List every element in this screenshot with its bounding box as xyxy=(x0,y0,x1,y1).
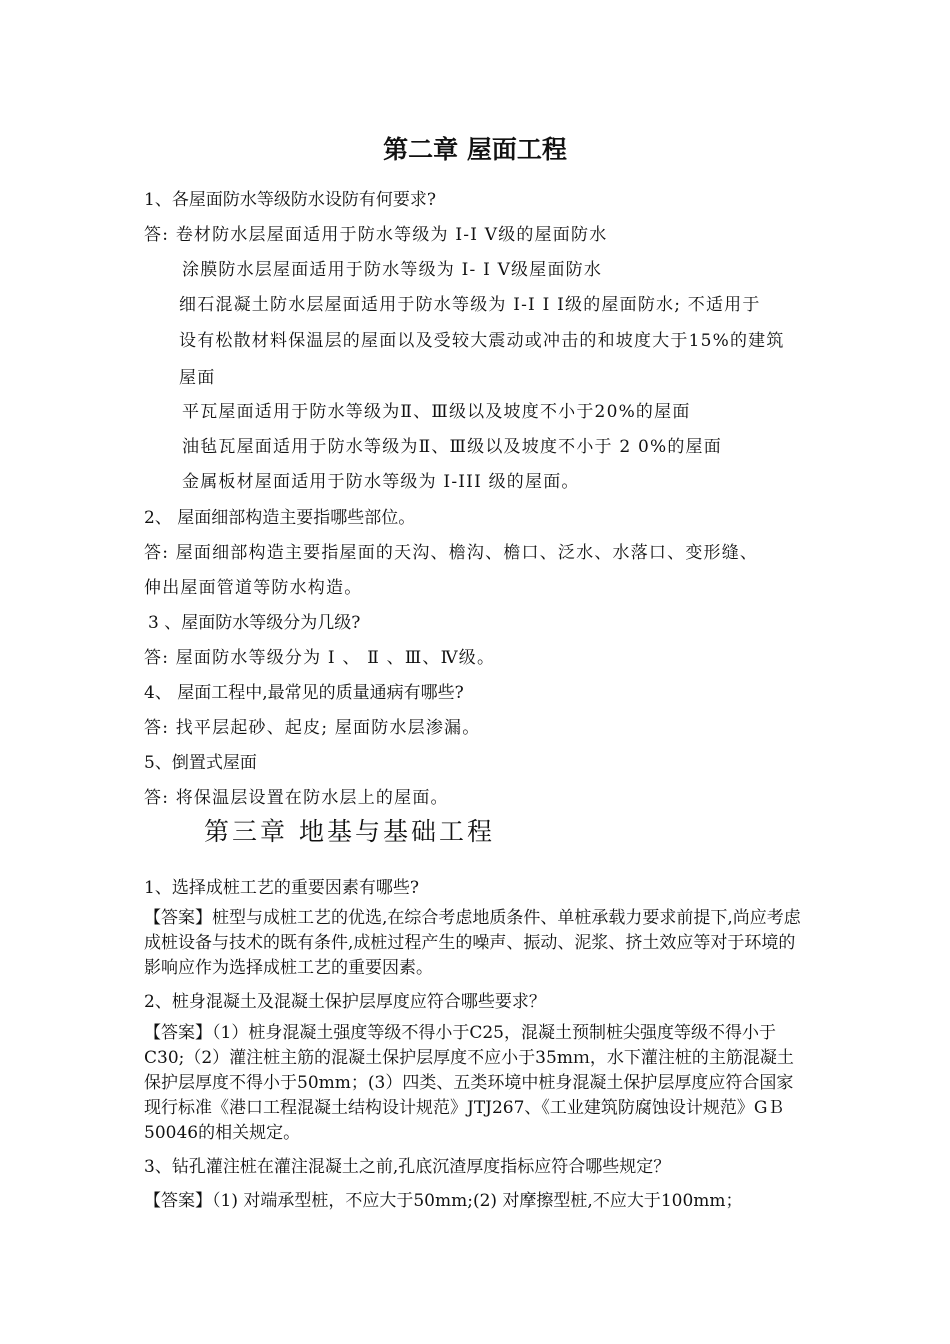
question-5: 5、倒置式屋面 xyxy=(144,753,257,773)
c3-question-2: 2、桩身混凝土及混凝土保护层厚度应符合哪些要求？ xyxy=(144,992,546,1012)
answer-1-line-5: 屋面 xyxy=(179,368,216,388)
c3-answer-3: 【答案】（1) 对端承型桩，不应大于50mm;(2) 对摩擦型桩,不应大于100mm； xyxy=(144,1191,743,1211)
c3-question-3: 3、钻孔灌注桩在灌注混凝土之前,孔底沉渣厚度指标应符合哪些规定？ xyxy=(144,1157,671,1177)
question-2: 2、 屋面细部构造主要指哪些部位。 xyxy=(144,508,416,528)
chapter-2-title: 第二章 屋面工程 xyxy=(383,135,567,164)
c3-question-1: 1、选择成桩工艺的重要因素有哪些? xyxy=(144,878,419,898)
answer-5: 答: 将保温层设置在防水层上的屋面。 xyxy=(144,788,449,808)
answer-1-line-3: 细石混凝土防水层屋面适用于防水等级为 I-I I I级的屋面防水; 不适用于 xyxy=(179,295,761,315)
question-3: 3 、屋面防水等级分为几级? xyxy=(148,613,361,633)
answer-2-line-2: 伸出屋面管道等防水构造。 xyxy=(144,578,363,598)
answer-1-line-2: 涂膜防水层屋面适用于防水等级为 I- I Ⅴ级屋面防水 xyxy=(182,260,603,280)
c3-answer-2: 【答案】（1）桩身混凝土强度等级不得小于C25，混凝土预制桩尖强度等级不得小于C30;（2）灌注桩主筋的混凝土保护层厚度不应小于35mｍ，水下灌注桩的主筋混凝土保护层厚度不得小于50mm；(3）四类、五类环境中桩身混凝土保护层厚度应符合国家现行标准《港口工程混凝土结构设计规范》JTJ267、《工业建筑防腐蚀设计规范》GＢ50046的相关规定。 xyxy=(144,1023,794,1143)
answer-2-line-1: 答: 屋面细部构造主要指屋面的天沟、檐沟、檐口、泛水、水落口、变形缝、 xyxy=(144,543,759,563)
question-4: 4、 屋面工程中,最常见的质量通病有哪些? xyxy=(144,683,464,703)
answer-1-line-4: 设有松散材料保温层的屋面以及受较大震动或冲击的和坡度大于15%的建筑 xyxy=(179,331,785,351)
chapter-3-title: 第三章 地基与基础工程 xyxy=(204,817,495,846)
answer-1-line-1: 答: 卷材防水层屋面适用于防水等级为 I-I Ⅴ级的屋面防水 xyxy=(144,225,608,245)
answer-1-line-8: 金属板材屋面适用于防水等级为 I-III 级的屋面。 xyxy=(182,472,580,492)
question-1: 1、各屋面防水等级防水设防有何要求? xyxy=(144,190,436,210)
answer-1-line-7: 油毡瓦屋面适用于防水等级为Ⅱ、Ⅲ级以及坡度不小于 2 0%的屋面 xyxy=(182,437,722,457)
answer-3: 答: 屋面防水等级分为 Ⅰ 、 Ⅱ 、Ⅲ、Ⅳ级。 xyxy=(144,648,496,668)
c3-answer-1: 【答案】桩型与成桩工艺的优选,在综合考虑地质条件、单桩承载力要求前提下,尚应考虑成桩设备与技术的既有条件,成桩过程产生的噪声、振动、泥浆、挤土效应等对于环境的影响应作为选择成桩工艺的重要因素。 xyxy=(144,908,801,978)
answer-4: 答: 找平层起砂、起皮; 屋面防水层渗漏。 xyxy=(144,718,481,738)
answer-1-line-6: 平瓦屋面适用于防水等级为Ⅱ、Ⅲ级以及坡度不小于20%的屋面 xyxy=(182,402,691,422)
